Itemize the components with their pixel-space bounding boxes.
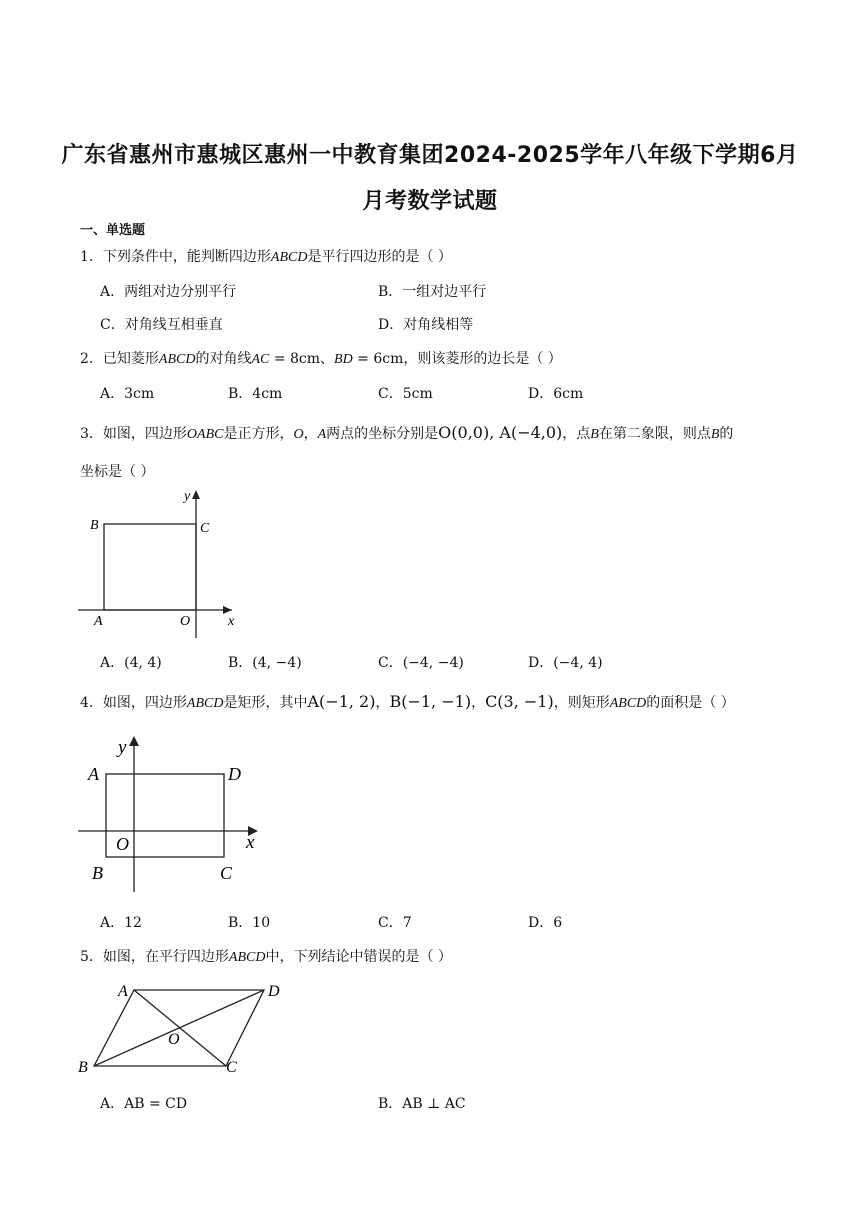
q4-option-b: B．10 [228,915,271,931]
q4-label-y: y [118,737,127,758]
q3-text: 3．如图，四边形 [80,426,187,442]
q2-option-b: B．4cm [228,386,283,402]
q3-text-5: ，点 [562,426,591,442]
exam-title-line-2: 月考数学试题 [362,189,498,214]
q4-label-x: x [246,832,255,853]
q3-label-b: B [90,518,99,533]
q5-text-end: 中，下列结论中错误的是（ ） [265,949,452,965]
q4-y-arrow [129,736,139,746]
section-heading: 一、单选题 [80,223,146,238]
q2-option-a: A．3cm [100,386,155,402]
q3-label-x: x [228,614,235,629]
q2-text-2: 的对角线 [195,351,252,367]
q4-coord-b: B(−1, −1) [389,692,472,711]
q4-label-c: C [220,863,233,883]
q5-label-c: C [226,1059,237,1076]
q4-math-abcd-2: ABCD [609,696,647,711]
q4-sep-2: ， [471,695,486,711]
q3-label-c: C [200,521,210,536]
q4-coord-c: C(3, −1) [485,692,554,711]
question-3-stem-line-2: 坐标是（ ） [80,464,155,480]
q3-option-a: A．(4, 4) [100,655,162,671]
q3-math-o: O [293,427,304,442]
q3-x-arrow [223,606,232,614]
q4-coord-a: A(−1, 2) [307,692,376,711]
q4-text: 4．如图，四边形 [80,695,187,711]
q3-y-arrow [192,490,200,499]
q5-label-o: O [168,1031,180,1048]
q5-text: 5．如图，在平行四边形 [80,949,229,965]
q1-option-c: C．对角线互相垂直 [100,317,223,333]
q4-sep-1: ， [375,695,390,711]
q4-figure [74,732,270,894]
q4-math-abcd: ABCD [186,696,224,711]
q3-math-oabc: OABC [186,427,224,442]
q3-math-a: A [317,427,327,442]
q5-option-b: B．AB ⊥ AC [378,1096,466,1112]
q3-text-6: 在第二象限，则点 [598,426,711,442]
q2-option-c: C．5cm [378,386,433,402]
q4-text-2: 是矩形，其中 [223,695,308,711]
q1-option-d: D．对角线相等 [378,317,474,333]
q3-math-b-2: B [710,427,720,442]
q3-label-y: y [184,489,191,504]
q5-label-a: A [118,983,128,1000]
question-3-stem [80,423,733,443]
q3-math-b: B [590,427,599,442]
question-1-stem [80,246,452,266]
exam-title-line-1: 广东省惠州市惠城区惠州一中教育集团2024-2025学年八年级下学期6月 [61,143,799,168]
q3-label-o: O [180,614,191,629]
q4-option-a: A．12 [100,915,142,931]
q1-text: 1．下列条件中，能判断四边形 [80,249,271,265]
q2-math-bd: BD [334,352,353,367]
q1-text-end: 是平行四边形的是（ ） [307,249,452,265]
q4-text-3: ，则矩形 [553,695,610,711]
q5-label-b: B [78,1059,88,1076]
question-5-stem [80,946,452,966]
question-4-stem [80,692,735,712]
q3-option-c: C．(−4, −4) [378,655,464,671]
q2-math-abcd: ABCD [158,352,196,367]
q5-figure [74,978,294,1078]
q1-math: ABCD [270,250,308,265]
question-2-stem [80,348,562,368]
q3-text-7: 的 [719,426,734,442]
q2-text: 2．已知菱形 [80,351,159,367]
q4-label-b: B [92,863,103,883]
q3-figure [74,486,244,642]
q2-text-3: = 8cm、 [269,351,335,367]
q4-label-a: A [88,764,99,784]
q3-label-a: A [94,614,103,629]
q3-option-d: D．(−4, 4) [528,655,603,671]
q2-text-end: = 6cm，则该菱形的边长是（ ） [352,351,562,367]
q3-text-4: 两点的坐标分别是 [326,426,439,442]
q5-diagonal-bd [94,990,264,1066]
q1-option-b: B．一组对边平行 [378,284,487,300]
q3-square [104,524,196,610]
q1-option-a: A．两组对边分别平行 [100,284,237,300]
q4-option-c: C．7 [378,915,412,931]
q5-label-d: D [268,983,280,1000]
q4-text-end: 的面积是（ ） [646,695,735,711]
q4-option-d: D．6 [528,915,563,931]
q4-label-d: D [228,764,241,784]
q3-text-2: 是正方形， [223,426,294,442]
q3-coordinates: O(0,0), A(−4,0) [438,423,563,442]
q3-option-b: B．(4, −4) [228,655,302,671]
q2-option-d: D．6cm [528,386,584,402]
q4-label-o: O [116,834,129,854]
q5-math-abcd: ABCD [228,950,266,965]
q5-option-a: A．AB = CD [100,1096,188,1112]
q2-math-ac: AC [251,352,270,367]
q3-text-3: ， [303,426,318,442]
